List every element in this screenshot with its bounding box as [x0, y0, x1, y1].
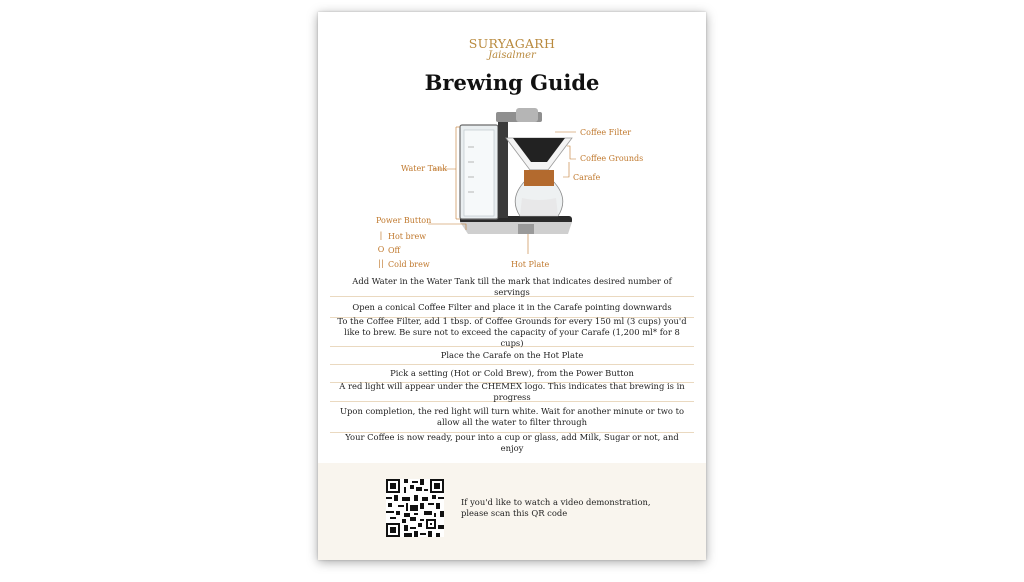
step-2: Open a conical Coffee Filter and place it in the Carafe pointing downwards: [330, 297, 694, 318]
label-carafe: Carafe: [573, 173, 601, 182]
page-title: Brewing Guide: [424, 70, 600, 95]
cold-brew-label: Cold brew: [388, 260, 430, 269]
step-6: A red light will appear under the CHEMEX logo. This indicates that brewing is in progress: [330, 383, 694, 402]
brewing-guide-card: [318, 12, 706, 560]
qr-text-line-2: please scan this QR code: [461, 508, 568, 518]
hot-brew-label: Hot brew: [388, 232, 427, 241]
qr-footer: [318, 463, 706, 560]
off-label: Off: [388, 246, 401, 255]
qr-code[interactable]: [386, 479, 444, 537]
step-4: Place the Carafe on the Hot Plate: [330, 347, 694, 365]
step-5: Pick a setting (Hot or Cold Brew), from the Power Button: [330, 365, 694, 383]
hot-brew-symbol: |: [379, 231, 383, 240]
brand-name: SURYAGARH: [468, 36, 556, 51]
label-power-button: Power Button: [376, 216, 432, 225]
label-hot-plate: Hot Plate: [511, 260, 550, 269]
step-1: Add Water in the Water Tank till the mark that indicates desired number of servings: [330, 277, 694, 297]
off-symbol: O: [377, 245, 385, 254]
qr-instructions: [461, 497, 651, 519]
label-coffee-filter: Coffee Filter: [580, 128, 632, 137]
label-coffee-grounds: Coffee Grounds: [580, 154, 644, 163]
step-7: Upon completion, the red light will turn white. Wait for another minute or two to allow all the water to filter through: [330, 402, 694, 433]
cold-brew-symbol: ||: [378, 259, 384, 268]
brand-location: Jaisalmer: [488, 50, 536, 61]
qr-text-line-1: If you'd like to watch a video demonstration,: [461, 497, 651, 507]
step-3: To the Coffee Filter, add 1 tbsp. of Coffee Grounds for every 150 ml (3 cups) you'd like to brew. Be sure not to exceed the capacity of your Carafe (1,200 ml* for 8 cups): [330, 318, 694, 347]
label-water-tank: Water Tank: [401, 164, 448, 173]
step-8: Your Coffee is now ready, pour into a cup or glass, add Milk, Sugar or not, and enjoy: [345, 431, 679, 453]
brewing-steps-list: [330, 277, 694, 452]
